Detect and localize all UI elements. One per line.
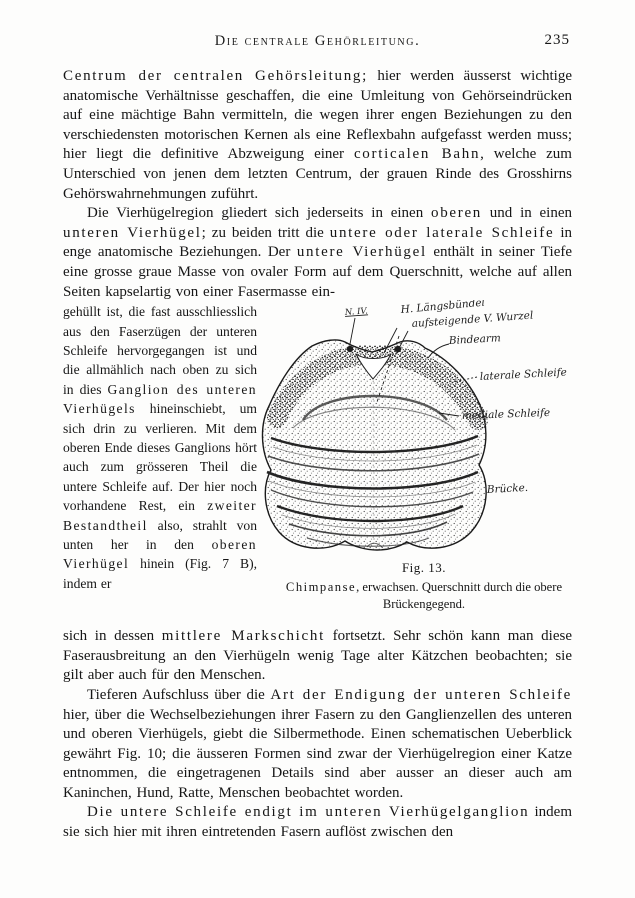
- figure-label-laterale-schleife: laterale Schleife: [479, 366, 568, 384]
- figure-label-wurzel: aufsteigende V. Wurzel: [411, 309, 534, 331]
- paragraph-4: Tieferen Aufschluss über die Art der Endigung der unteren Schleife hier, über die Wechselbeziehungen ihrer Fasern zu den Ganglienzellen des unteren und oberen Vierhügels, giebt die Silbermethode. Einen schematischen Ueberblick gewährt Fig. 10; die äusseren Formen sind zwar der Vierhügelregion einer Katze entnommen, die eingetragenen Details sind aber ausser an dieser auch am Kaninchen, Hund, Ratte, Menschen beobachtet worden.: [63, 686, 572, 801]
- figure-text-row: [63, 302, 572, 627]
- brainstem-cross-section-illustration: [249, 300, 599, 554]
- figure-label-bruecke: Brücke.: [486, 481, 529, 497]
- paragraph-3: sich in dessen mittlere Markschicht fortsetzt. Sehr schön kann man diese Faserausbreitung an den Vierhügeln wenig Tage alter Kätzchen beobachten; sie gilt aber auch für den Menschen.: [63, 628, 572, 684]
- paragraph-5: Die untere Schleife endigt im unteren Vierhügelganglion indem sie sich hier mit ihren eintretenden Fasern auflöst zwischen den: [63, 804, 572, 841]
- paragraph-2: Die Vierhügelregion gliedert sich jederseits in einen oberen und in einen unteren Vierhügel; zu beiden tritt die untere oder laterale Schleife in enge anatomische Beziehungen. Der untere Vierhügel enthält in seiner Tiefe eine grosse graue Masse von ovaler Form auf dem Querschnitt, welche auf allen Seiten kapselartig von einer Fasermasse ein-: [63, 205, 573, 300]
- paragraph-1: Centrum der centralen Gehörsleitung; hier werden äusserst wichtige anatomische Verhältnisse geschaffen, die eine Umleitung von Gehörseindrücken auf eine mächtige Bahn vermitteln, die wegen ihrer engen Beziehungen zu den verschiedensten motorischen Kernen als eine Reflexbahn aufgefasst werden muss; hier liegt die definitive Abzweigung einer corticalen Bahn, welche zum Unterschied von jenen dem letzten Centrum, der grauen Rinde des Grosshirns Gehörswahrnehmungen zuführt.: [63, 68, 572, 202]
- figure-label-bindearm: Bindearm: [448, 332, 502, 348]
- running-head-title: Die centrale Gehörleitung.: [214, 33, 421, 49]
- figure-13: [249, 300, 599, 612]
- figure-label-trochlear: N. IV.: [344, 306, 369, 319]
- page-header: [63, 32, 572, 50]
- figure-caption-block: [259, 560, 589, 612]
- paragraph-2-continued: gehüllt ist, die fast ausschliesslich aus den Faserzügen der unteren Schleife hervorgegangen ist und die allmählich nach oben zu sich in dies Ganglion des unteren Vierhügels hineinschiebt, um sich drin zu verlieren. Mit dem oberen Ende dieses Ganglions hört auch zum grösseren Theil die untere Schleife auf. Der hier noch vorhandene Rest, ein zweiter Bestandtheil also, strahlt von unten her in den oberen Vierhügel hinein (Fig. 7 B), indem er: [63, 304, 257, 591]
- left-nucleus-dot: [347, 346, 353, 352]
- page-number: 235: [544, 32, 570, 48]
- figure-number: Fig. 13.: [401, 560, 447, 576]
- figure-label-mediale-schleife: mediale Schleife: [461, 407, 551, 423]
- text-column: [63, 0, 572, 843]
- figure-caption: Chimpanse, erwachsen. Querschnitt durch die obere Brückengegend.: [285, 580, 563, 611]
- figure-label-laengsbuendel: H. Längsbündel: [400, 300, 486, 317]
